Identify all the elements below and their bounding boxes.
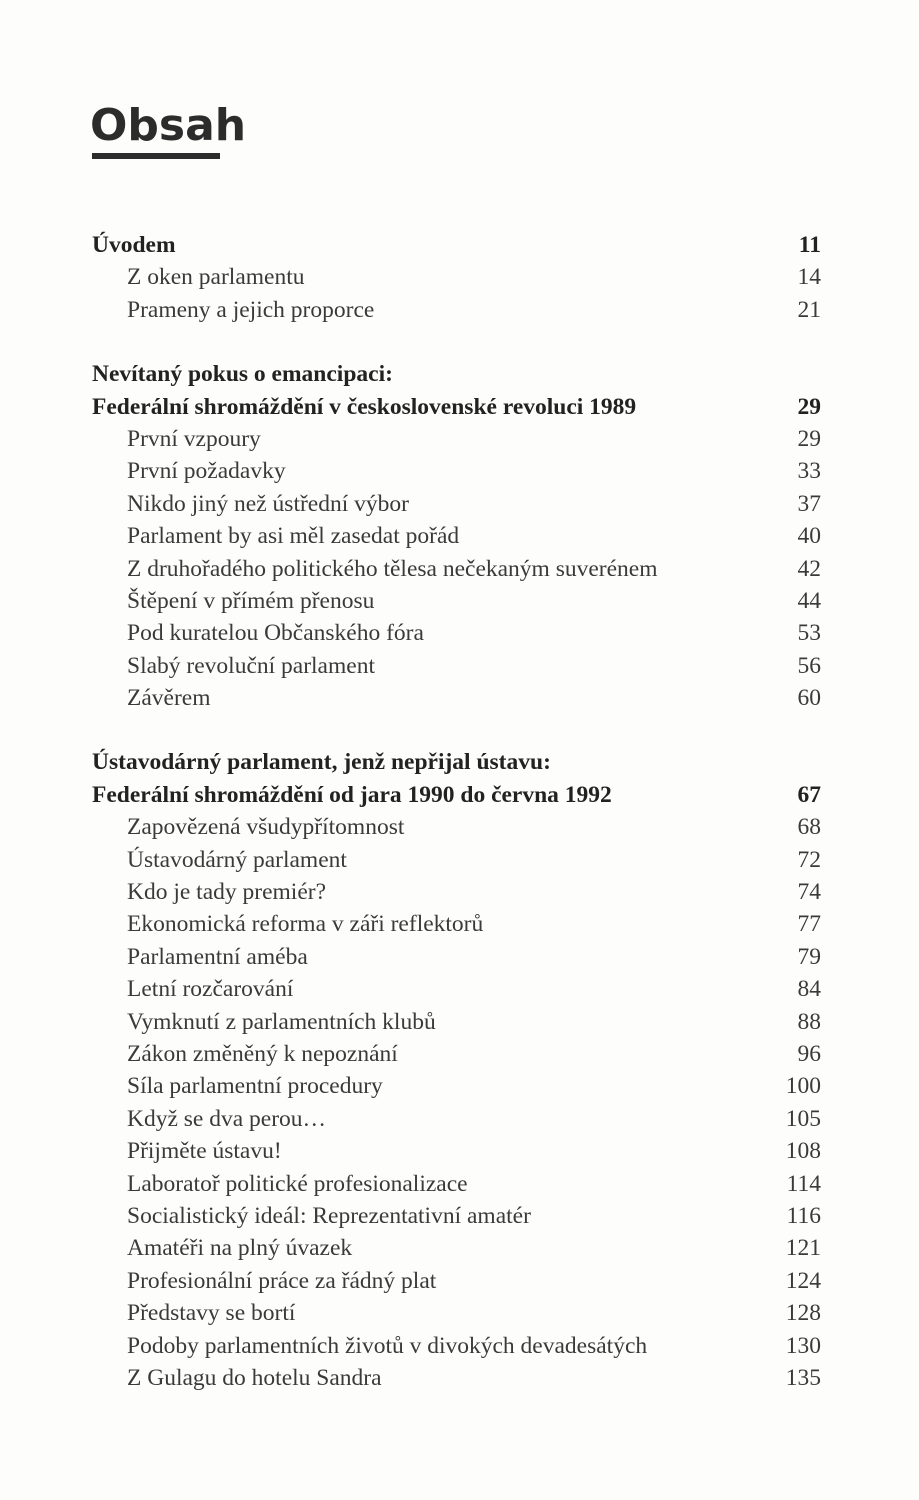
entry-title: Slabý revoluční parlament [127,652,375,679]
entry-title: První vzpoury [127,425,261,452]
title-underline [92,153,220,159]
toc-chapter-row[interactable] [0,391,919,423]
entry-title: Štěpení v přímém přenosu [127,587,375,614]
entry-title: První požadavky [127,458,286,485]
entry-page-number: 116 [786,1202,821,1229]
entry-page-number: 72 [797,846,821,873]
entry-title: Z druhořadého politického tělesa nečekaným suverénem [127,555,658,582]
toc-entry-row[interactable] [0,844,919,876]
entry-page-number: 114 [786,1170,821,1197]
toc-section-3 [0,746,919,1394]
entry-page-number: 88 [797,1008,821,1035]
entry-page-number: 84 [797,976,821,1003]
table-of-contents [0,229,919,1426]
toc-section-1 [0,229,919,326]
toc-entry-row[interactable] [0,1232,919,1264]
entry-page-number: 56 [797,652,821,679]
entry-title: Když se dva perou… [127,1105,327,1132]
entry-title: Přijměte ústavu! [127,1138,282,1165]
entry-title: Parlamentní améba [127,943,308,970]
toc-entry-row[interactable] [0,1362,919,1394]
toc-entry-row[interactable] [0,811,919,843]
entry-page-number: 130 [785,1332,821,1359]
entry-title: Socialistický ideál: Reprezentativní amatér [127,1202,531,1229]
entry-page-number: 21 [797,296,821,323]
toc-part-heading [0,358,919,390]
toc-section-2 [0,358,919,714]
chapter-page-number: 29 [797,393,821,420]
entry-title: Zákon změněný k nepoznání [127,1040,398,1067]
entry-page-number: 135 [785,1364,821,1391]
entry-page-number: 108 [785,1138,821,1165]
entry-title: Prameny a jejich proporce [127,296,375,323]
entry-page-number: 105 [785,1105,821,1132]
toc-entry-row[interactable] [0,941,919,973]
toc-entry-row[interactable] [0,1006,919,1038]
entry-title: Z Gulagu do hotelu Sandra [127,1364,382,1391]
toc-entry-row[interactable] [0,1135,919,1167]
entry-title: Nikdo jiný než ústřední výbor [127,490,409,517]
toc-entry-row[interactable] [0,1103,919,1135]
entry-title: Představy se bortí [127,1300,296,1327]
chapter-page-number: 67 [797,781,821,808]
toc-entry-row[interactable] [0,488,919,520]
entry-page-number: 44 [797,587,821,614]
entry-page-number: 100 [785,1073,821,1100]
entry-title: Laboratoř politické profesionalizace [127,1170,468,1197]
toc-entry-row[interactable] [0,455,919,487]
toc-entry-row[interactable] [0,585,919,617]
entry-title: Profesionální práce za řádný plat [127,1267,437,1294]
toc-entry-row[interactable] [0,1038,919,1070]
entry-title: Vymknutí z parlamentních klubů [127,1008,436,1035]
toc-entry-row[interactable] [0,553,919,585]
entry-page-number: 53 [797,620,821,647]
toc-entry-row[interactable] [0,1168,919,1200]
chapter-title: Federální shromáždění v československé revoluci 1989 [92,393,637,420]
entry-page-number: 40 [797,523,821,550]
toc-entry-row[interactable] [0,682,919,714]
toc-entry-row[interactable] [0,973,919,1005]
toc-entry-row[interactable] [0,261,919,293]
toc-chapter-row[interactable] [0,779,919,811]
toc-entry-row[interactable] [0,1200,919,1232]
page-title: Obsah [90,100,247,151]
entry-page-number: 14 [797,264,821,291]
entry-title: Letní rozčarování [127,976,294,1003]
part-heading-text: Ústavodárný parlament, jenž nepřijal ústavu: [92,749,551,776]
entry-title: Ekonomická reforma v záři reflektorů [127,911,484,938]
toc-part-heading [0,746,919,778]
toc-entry-row[interactable] [0,908,919,940]
toc-entry-row[interactable] [0,1265,919,1297]
entry-title: Závěrem [127,685,211,712]
entry-page-number: 68 [797,814,821,841]
entry-title: Síla parlamentní procedury [127,1073,383,1100]
entry-title: Z oken parlamentu [127,264,305,291]
entry-page-number: 124 [785,1267,821,1294]
entry-page-number: 128 [785,1300,821,1327]
entry-page-number: 60 [797,685,821,712]
entry-title: Zapovězená všudypřítomnost [127,814,405,841]
entry-title: Kdo je tady premiér? [127,879,327,906]
toc-entry-row[interactable] [0,294,919,326]
chapter-page-number: 11 [798,232,821,258]
toc-entry-row[interactable] [0,1297,919,1329]
chapter-title: Úvodem [92,232,176,258]
toc-entry-row[interactable] [0,650,919,682]
entry-title: Podoby parlamentních životů v divokých devadesátých [127,1332,648,1359]
toc-entry-row[interactable] [0,423,919,455]
entry-page-number: 29 [797,425,821,452]
entry-page-number: 77 [797,911,821,938]
part-heading-text: Nevítaný pokus o emancipaci: [92,361,393,388]
entry-page-number: 96 [797,1040,821,1067]
toc-entry-row[interactable] [0,617,919,649]
entry-title: Ústavodárný parlament [127,846,347,873]
toc-chapter-row[interactable] [0,229,919,261]
entry-page-number: 37 [797,490,821,517]
entry-title: Amatéři na plný úvazek [127,1235,353,1262]
toc-entry-row[interactable] [0,1330,919,1362]
entry-page-number: 42 [797,555,821,582]
entry-page-number: 79 [797,943,821,970]
entry-page-number: 121 [785,1235,821,1262]
entry-page-number: 33 [797,458,821,485]
entry-page-number: 74 [797,879,821,906]
toc-entry-row[interactable] [0,1070,919,1102]
chapter-title: Federální shromáždění od jara 1990 do června 1992 [92,781,612,808]
entry-title: Pod kuratelou Občanského fóra [127,620,424,647]
entry-title: Parlament by asi měl zasedat pořád [127,523,460,550]
toc-entry-row[interactable] [0,520,919,552]
toc-entry-row[interactable] [0,876,919,908]
